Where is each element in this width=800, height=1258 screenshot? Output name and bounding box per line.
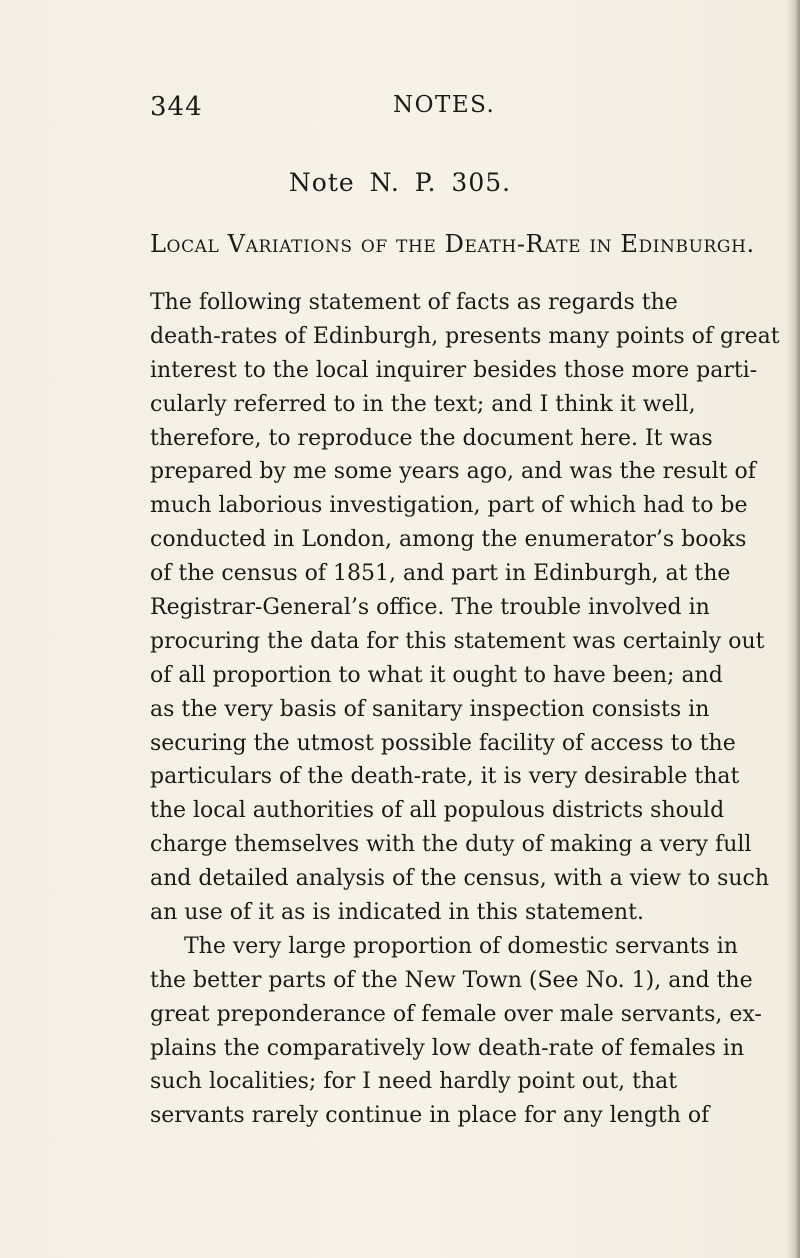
text-line: the local authorities of all populous districts should <box>150 798 725 824</box>
text-line: particulars of the death-rate, it is very desirable that <box>150 764 740 790</box>
text-line: securing the utmost possible facility of access to the <box>150 730 736 756</box>
text-line: the better parts of the New Town (See No. 1), and the <box>150 967 753 993</box>
text-line: prepared by me some years ago, and was the result of <box>150 459 756 485</box>
text-line: The following statement of facts as regards the <box>150 290 678 315</box>
text-line: as the very basis of sanitary inspection consists in <box>150 696 710 722</box>
text-line: of the census of 1851, and part in Edinburgh, at the <box>150 561 731 587</box>
text-line: death-rates of Edinburgh, presents many points of great <box>150 323 780 349</box>
text-line: much laborious investigation, part of which had to be <box>150 493 748 519</box>
text-line: plains the comparatively low death-rate of females in <box>150 1035 745 1061</box>
text-line: servants rarely continue in place for any length of <box>150 1103 710 1129</box>
text-line: cularly referred to in the text; and I think it well, <box>150 391 696 417</box>
text-line: conducted in London, among the enumerator’s books <box>150 527 747 553</box>
body-text <box>150 286 780 1133</box>
text-line: and detailed analysis of the census, with a view to such <box>150 866 770 892</box>
note-heading: Note N. P. 305. <box>288 168 512 197</box>
text-line: interest to the local inquirer besides those more parti- <box>150 357 758 383</box>
page-header <box>150 92 630 132</box>
text-line: The very large proportion of domestic servants in <box>184 933 738 959</box>
text-line: of all proportion to what it ought to have been; and <box>150 662 723 688</box>
text-line: therefore, to reproduce the document here. It was <box>150 425 713 451</box>
text-line: great preponderance of female over male servants, ex- <box>150 1001 762 1027</box>
page-number: 344 <box>150 92 203 122</box>
text-line: an use of it as is indicated in this statement. <box>150 900 644 926</box>
running-head: NOTES. <box>393 92 496 118</box>
text-line: procuring the data for this statement was certainly out <box>150 628 765 654</box>
text-line: such localities; for I need hardly point out, that <box>150 1069 678 1095</box>
text-line: Registrar-General’s office. The trouble involved in <box>150 595 710 621</box>
section-title: Local Variations of the Death-Rate in Edinburgh. <box>150 230 755 258</box>
text-line: charge themselves with the duty of making a very full <box>150 832 752 858</box>
